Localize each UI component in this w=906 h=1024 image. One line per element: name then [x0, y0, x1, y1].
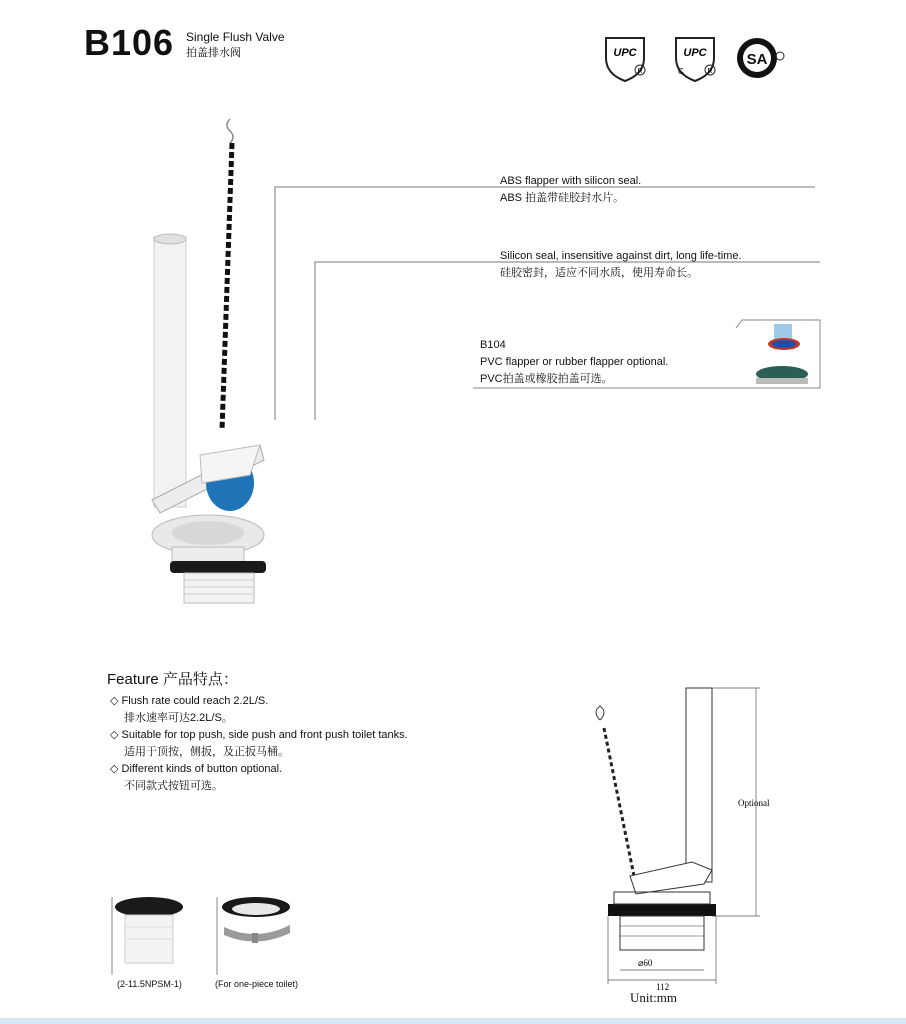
variant-caption-one-piece: (For one-piece toilet) — [215, 979, 299, 989]
svg-text:SA: SA — [746, 51, 768, 68]
feature-list — [110, 693, 408, 795]
optional-label: Optional — [738, 798, 770, 808]
variant-image-threaded — [111, 897, 187, 975]
svg-text:R: R — [707, 68, 713, 75]
dimension-60: ⌀60 — [638, 958, 653, 968]
variant-image-one-piece — [216, 897, 296, 975]
feature-item: ◇ Flush rate could reach 2.2L/S. — [110, 695, 269, 707]
svg-text:UPC: UPC — [613, 47, 637, 59]
svg-text:C: C — [678, 67, 684, 76]
callout-flapper — [500, 173, 641, 207]
variant-caption-threaded: (2-11.5NPSM-1) — [117, 979, 182, 989]
feature-title: Feature 产品特点： — [107, 671, 238, 688]
diamond-bullet-icon: ◇ — [110, 763, 119, 775]
callout-flapper-cn: ABS 拍盖带硅胶封水片。 — [500, 192, 625, 204]
option-cn: PVC拍盖或橡胶拍盖可选。 — [480, 373, 613, 385]
callout-flapper-en: ABS flapper with silicon seal. — [500, 175, 642, 187]
product-title-cn: 拍盖排水阀 — [186, 47, 241, 59]
unit-label: Unit:mm — [630, 990, 677, 1005]
feature-item-cn: 不同款式按钮可选。 — [124, 780, 223, 792]
callout-seal-en: Silicon seal, insensitive against dirt, long life-time. — [500, 250, 742, 262]
dimension-112: 112 — [656, 982, 670, 992]
callout-seal — [500, 248, 742, 282]
model-number: B106 — [84, 22, 175, 63]
feature-item-cn: 适用于顶按，侧扳，及正扳马桶。 — [124, 746, 289, 758]
svg-text:R: R — [637, 68, 643, 75]
callout-seal-cn: 硅胶密封，适应不同水质，使用寿命长。 — [500, 267, 698, 279]
option-en: PVC flapper or rubber flapper optional. — [480, 356, 669, 368]
option-text — [480, 337, 668, 388]
svg-text:UPC: UPC — [683, 47, 707, 59]
technical-drawing — [580, 680, 780, 1012]
bottom-accent-bar — [0, 1018, 906, 1024]
feature-item-cn: 排水速率可达2.2L/S。 — [124, 712, 233, 724]
diamond-bullet-icon: ◇ — [110, 695, 119, 707]
product-title-en: Single Flush Valve — [186, 30, 285, 44]
diamond-bullet-icon: ◇ — [110, 729, 119, 741]
option-code: B104 — [480, 339, 506, 351]
feature-item: ◇ Different kinds of button optional. — [110, 763, 283, 775]
option-flapper-thumbnail — [738, 322, 818, 386]
feature-item: ◇ Suitable for top push, side push and front push toilet tanks. — [110, 729, 408, 741]
